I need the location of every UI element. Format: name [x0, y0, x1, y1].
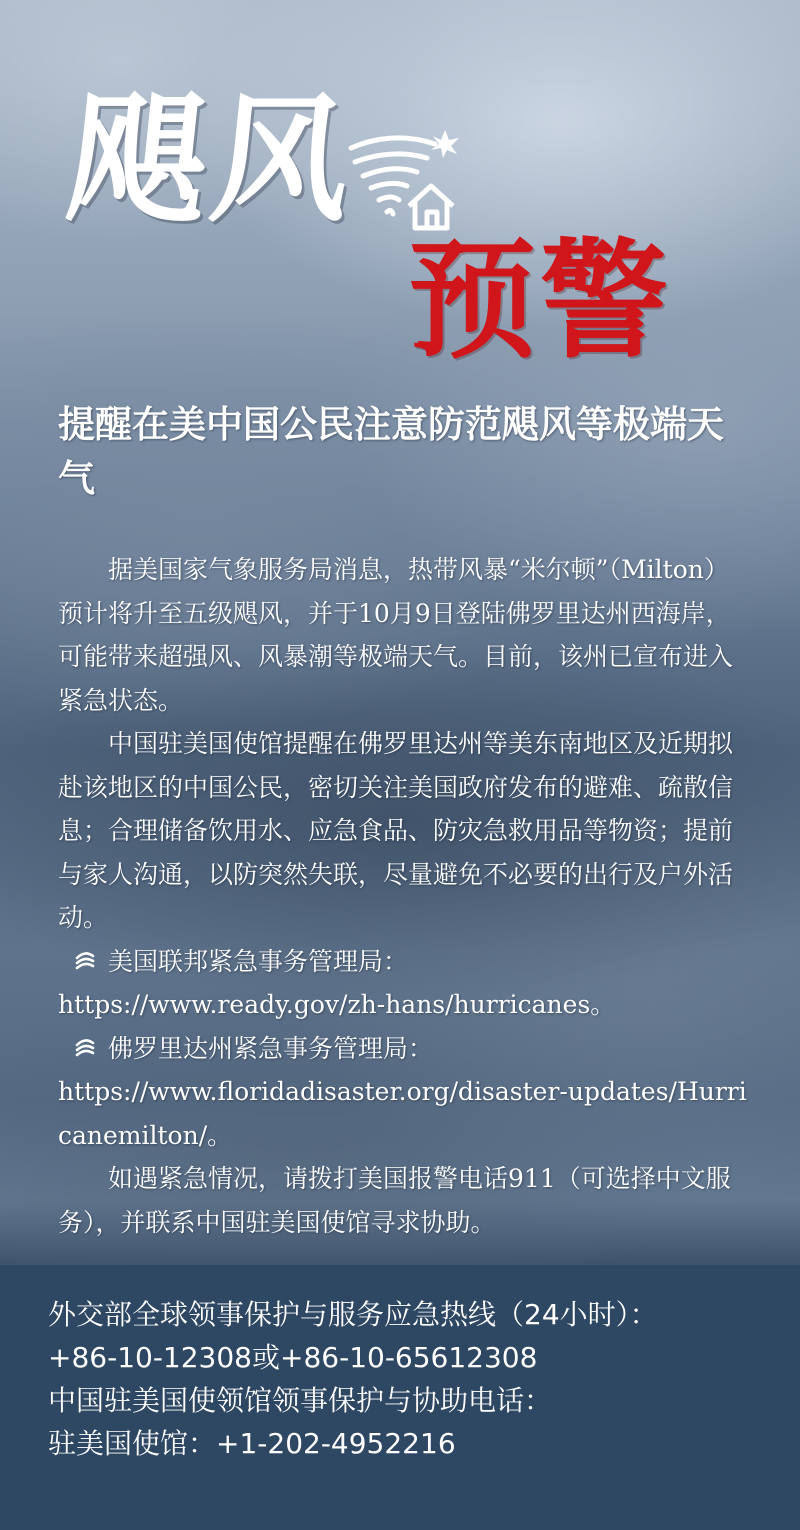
- paragraph-emergency: 如遇紧急情况，请拨打美国报警电话911（可选择中文服务），并联系中国驻美国使馆寻求协助。: [58, 1164, 731, 1237]
- embassy-phone: 驻美国使馆：+1-202-4952216: [48, 1427, 456, 1460]
- swirl-icon: [74, 950, 96, 972]
- link-fema-label: 美国联邦紧急事务管理局：: [108, 946, 409, 976]
- hotline-footer: [0, 1265, 800, 1530]
- paragraph-storm-news: 据美国家气象服务局消息，热带风暴“米尔顿”（Milton）预计将升至五级飓风，并于10月9日登陆佛罗里达州西海岸，可能带来超强风、风暴潮等极端天气。目前，该州已宣布进入紧急状态。: [58, 555, 734, 715]
- headline: 提醒在美中国公民注意防范飓风等极端天气: [58, 403, 724, 500]
- link-florida-label: 佛罗里达州紧急事务管理局：: [108, 1033, 434, 1063]
- article-body: [58, 548, 748, 1244]
- title-typhoon: 飓风: [61, 80, 363, 241]
- link-fema-label-row: [58, 940, 748, 984]
- link-fema-url[interactable]: https://www.ready.gov/zh-hans/hurricanes。: [58, 990, 616, 1019]
- paragraph-embassy-reminder: 中国驻美国使馆提醒在佛罗里达州等美东南地区及近期拟赴该地区的中国公民，密切关注美国政府发布的避难、疏散信息；合理储备饮用水、应急食品、防灾急救用品等物资；提前与家人沟通，以防突然失联，尽量避免不必要的出行及户外活动。: [58, 729, 734, 932]
- hotline-title: 外交部全球领事保护与服务应急热线（24小时）：: [48, 1298, 658, 1331]
- consular-title: 中国驻美国使领馆领事保护与协助电话：: [48, 1384, 553, 1417]
- link-florida-url[interactable]: https://www.floridadisaster.org/disaster-updates/Hurricanemilton/。: [58, 1077, 747, 1150]
- hotline-text: [48, 1293, 768, 1465]
- swirl-icon: [74, 1037, 96, 1059]
- tornado-house-icon: [343, 128, 465, 232]
- link-florida-label-row: [58, 1027, 748, 1071]
- title-warning: 预警: [408, 227, 673, 376]
- hotline-numbers: +86-10-12308或+86-10-65612308: [48, 1341, 538, 1374]
